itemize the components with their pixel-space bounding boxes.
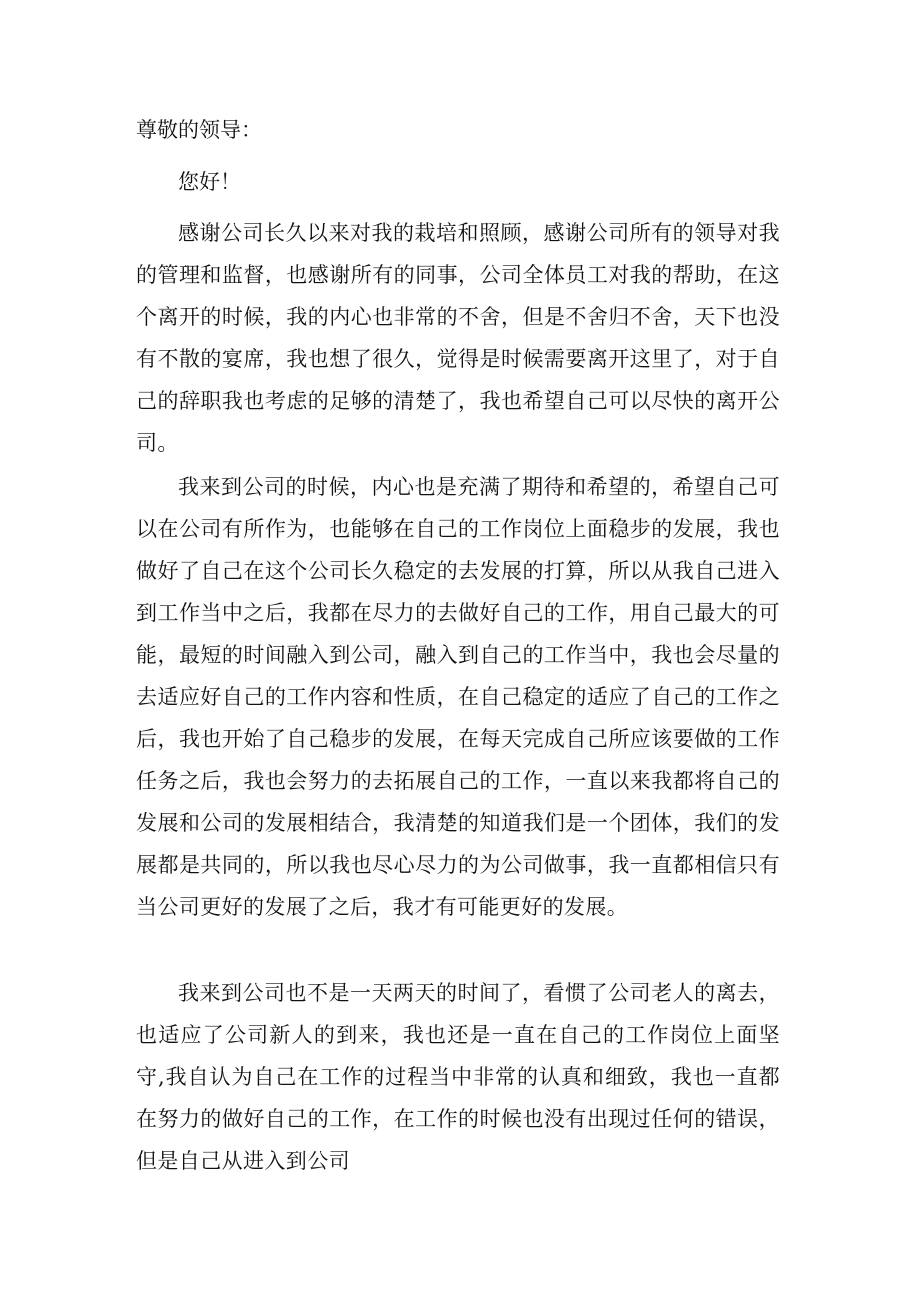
salutation: 尊敬的领导：	[136, 118, 262, 142]
body-paragraph-3: 我来到公司也不是一天两天的时间了，看惯了公司老人的离去，也适应了公司新人的到来，我也还是一直在自己的工作岗位上面坚守,我自认为自己在工作的过程当中非常的认真和细致，我也一直都在努力的做好自己的工作，在工作的时候也没有出现过任何的错误，但是自己从进入到公司	[136, 981, 780, 1173]
body-paragraph-1: 感谢公司长久以来对我的栽培和照顾，感谢公司所有的领导对我的管理和监督，也感谢所有的同事，公司全体员工对我的帮助，在这个离开的时候，我的内心也非常的不舍，但是不舍归不舍，天下也没有不散的宴席，我也想了很久，觉得是时候需要离开这里了，对于自己的辞职我也考虑的足够的清楚了，我也希望自己可以尽快的离开公司。	[136, 221, 780, 455]
greeting: 您好！	[178, 170, 241, 194]
body-paragraph-2: 我来到公司的时候，内心也是充满了期待和希望的，希望自己可以在公司有所作为，也能够在自己的工作岗位上面稳步的发展，我也做好了自己在这个公司长久稳定的去发展的打算，所以从我自己进入到工作当中之后，我都在尽力的去做好自己的工作，用自己最大的可能，最短的时间融入到公司，融入到自己的工作当中，我也会尽量的去适应好自己的工作内容和性质，在自己稳定的适应了自己的工作之后，我也开始了自己稳步的发展，在每天完成自己所应该要做的工作任务之后，我也会努力的去拓展自己的工作，一直以来我都将自己的发展和公司的发展相结合，我清楚的知道我们是一个团体，我们的发展都是共同的，所以我也尽心尽力的为公司做事，我一直都相信只有当公司更好的发展了之后，我才有可能更好的发展。	[136, 475, 780, 919]
